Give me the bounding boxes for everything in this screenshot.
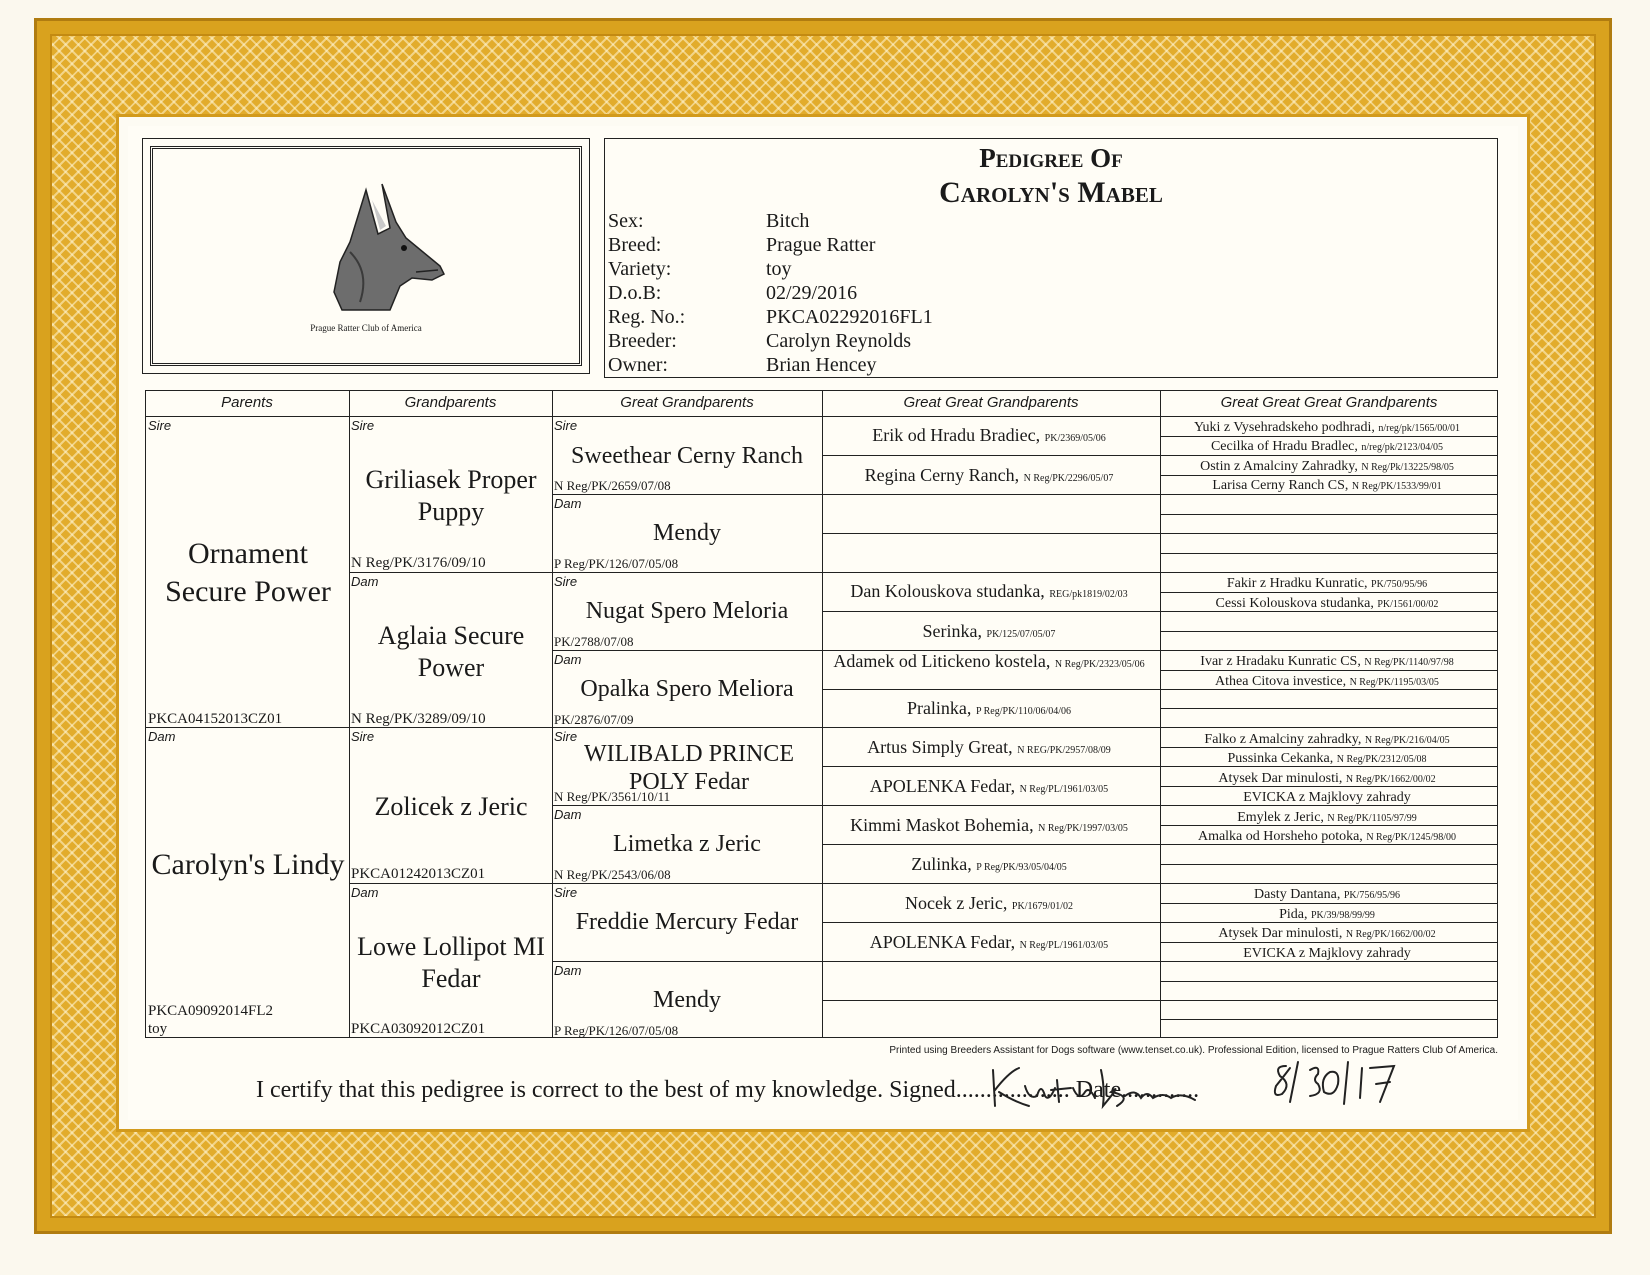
gg-grandparent-reg: N Reg/PK/1997/03/05 — [1038, 823, 1128, 834]
grandparent-role-label: Dam — [351, 885, 379, 900]
gg-grandparent-reg: PK/125/07/05/07 — [986, 629, 1056, 640]
gg-grandparent-reg: REG/pk1819/02/03 — [1049, 589, 1128, 600]
breed-value: Prague Ratter — [766, 234, 876, 256]
grid-divider — [1160, 631, 1498, 632]
ggg-grandparent-reg: N Reg/PK/2312/05/08 — [1336, 754, 1427, 765]
date-label: Date — [1075, 1077, 1122, 1103]
ggg-grandparent-name: Pussinka Cekanka, — [1227, 751, 1334, 766]
ggg-grandparent-entry — [1162, 790, 1492, 806]
gg-grandparent-reg: N Reg/PK/2296/05/07 — [1023, 473, 1114, 484]
great-grandparent-name: Sweethear Cerny Ranch — [571, 443, 803, 469]
ggg-grandparent-entry — [1162, 596, 1492, 612]
ggg-grandparent-name: Ivar z Hradaku Kunratic CS, — [1200, 654, 1361, 669]
gg-grandparent-entry — [824, 932, 1154, 953]
ggg-grandparent-name: Emylek z Jeric, — [1237, 810, 1324, 825]
great-grandparent-name: Mendy — [653, 520, 721, 546]
dam-name: Carolyn's Lindy — [151, 848, 345, 881]
great-grandparent-reg: N Reg/PK/2543/06/08 — [554, 867, 671, 882]
col-header-great-grandparents: Great Grandparents — [620, 394, 754, 411]
great-grandparent-name: Opalka Spero Meliora — [580, 676, 794, 702]
handwritten-date — [1268, 1058, 1418, 1106]
gg-grandparent-entry — [824, 425, 1154, 446]
grid-divider — [1160, 553, 1498, 554]
grid-divider — [822, 1000, 1498, 1001]
grandparent-name: Griliasek Proper Puppy — [365, 465, 537, 526]
ggg-grandparent-name: Ostin z Amalciny Zahradky, — [1200, 459, 1358, 474]
grandparent-name: Lowe Lollipot MI Fedar — [357, 932, 545, 993]
ggg-grandparent-entry — [1162, 732, 1492, 748]
gg-grandparent-name: Dan Kolouskova studanka, — [850, 581, 1045, 601]
gg-role-label: Dam — [554, 652, 582, 667]
gg-grandparent-name: Artus Simply Great, — [867, 737, 1013, 757]
ggg-grandparent-entry — [1162, 576, 1492, 592]
ggg-grandparent-name: Athea Citova investice, — [1215, 674, 1347, 689]
gg-grandparent-name: Kimmi Maskot Bohemia, — [850, 815, 1034, 835]
ggg-grandparent-name: Pida, — [1279, 907, 1308, 922]
ggg-grandparent-entry — [1162, 459, 1492, 475]
ggg-grandparent-entry — [1162, 439, 1492, 455]
ggg-grandparent-name: Amalka od Horsheho potoka, — [1197, 829, 1363, 844]
gg-grandparent-name: Serinka, — [922, 621, 983, 641]
ggg-grandparent-entry — [1162, 946, 1492, 962]
signature-dots: .................. — [961, 1077, 1070, 1103]
gg-grandparent-name: Pralinka, — [906, 698, 972, 718]
gg-grandparent-entry — [824, 621, 1154, 642]
grid-divider — [1160, 903, 1498, 904]
page-title: Pedigree Of — [979, 143, 1123, 173]
breeder-value: Carolyn Reynolds — [766, 330, 911, 352]
gg-role-label: Dam — [554, 496, 582, 511]
sire-reg: PKCA04152013CZ01 — [148, 711, 283, 727]
grid-divider — [552, 494, 1498, 495]
ggg-grandparent-name: Larisa Cerny Ranch CS, — [1212, 478, 1349, 493]
dog-name-title: Carolyn's Mabel — [939, 176, 1163, 209]
logo-caption: Prague Ratter Club of America — [310, 323, 422, 333]
ggg-grandparent-entry — [1162, 907, 1492, 923]
ggg-grandparent-reg: N Reg/PK/1245/98/00 — [1366, 832, 1457, 843]
variety-label: Variety: — [608, 258, 672, 280]
gg-grandparent-entry — [824, 854, 1154, 875]
grandparent-role-label: Sire — [351, 729, 375, 744]
gg-grandparent-reg: N Reg/PK/2323/05/06 — [1054, 659, 1145, 670]
dam-role-label: Dam — [148, 729, 176, 744]
great-grandparent-reg: P Reg/PK/126/07/05/08 — [554, 556, 679, 571]
ggg-grandparent-entry — [1162, 420, 1492, 436]
grid-divider — [349, 390, 350, 1038]
ggg-grandparent-reg: N Reg/PK/216/04/05 — [1364, 735, 1450, 746]
grid-divider — [145, 416, 1498, 417]
dam-reg: PKCA09092014FL2 — [148, 1003, 274, 1019]
grid-divider — [1160, 1019, 1498, 1020]
ggg-grandparent-name: Cecilka of Hradu Bradlec, — [1210, 439, 1358, 454]
grid-divider — [1160, 670, 1498, 671]
dam-variety: toy — [148, 1021, 168, 1037]
ggg-grandparent-reg: N Reg/PK/1105/97/99 — [1327, 813, 1417, 824]
great-grandparent-reg: PK/2876/07/09 — [554, 712, 634, 727]
great-grandparent-reg: P Reg/PK/126/07/05/08 — [554, 1023, 679, 1038]
sire-role-label: Sire — [148, 418, 172, 433]
great-grandparent-name: Nugat Spero Meloria — [585, 598, 789, 624]
grandparent-reg: PKCA01242013CZ01 — [351, 866, 486, 882]
gg-grandparent-name: Nocek z Jeric, — [904, 893, 1008, 913]
col-header-grandparents: Grandparents — [404, 394, 497, 411]
gg-grandparent-name: Zulinka, — [911, 854, 972, 874]
gg-grandparent-entry — [824, 698, 1154, 719]
gg-grandparent-name: Erik od Hradu Bradiec, — [872, 425, 1041, 445]
ggg-grandparent-entry — [1162, 829, 1492, 845]
great-grandparent-reg: N Reg/PK/3561/10/11 — [554, 789, 671, 804]
ggg-grandparent-reg: N Reg/PK/1533/99/01 — [1351, 481, 1442, 492]
owner-label: Owner: — [608, 354, 668, 376]
ggg-grandparent-name: Falko z Amalciny zahradky, — [1204, 732, 1362, 747]
great-grandparent-reg: N Reg/PK/2659/07/08 — [554, 478, 671, 493]
col-header-gg-grandparents: Great Great Grandparents — [903, 394, 1079, 411]
sex-value: Bitch — [766, 210, 810, 232]
grandparent-name: Aglaia Secure Power — [377, 621, 525, 682]
ggg-grandparent-reg: N Reg/PK/1662/00/02 — [1345, 774, 1436, 785]
gg-grandparent-entry — [824, 465, 1154, 486]
ggg-grandparent-entry — [1162, 771, 1492, 787]
grid-divider — [1160, 942, 1498, 943]
grid-divider — [1160, 592, 1498, 593]
great-grandparent-name: Limetka z Jeric — [613, 831, 761, 857]
great-grandparent-reg: PK/2788/07/08 — [554, 634, 634, 649]
dob-label: D.o.B: — [608, 282, 662, 304]
gg-role-label: Sire — [554, 729, 578, 744]
ggg-grandparent-entry — [1162, 478, 1492, 494]
sex-label: Sex: — [608, 210, 644, 232]
grandparent-role-label: Dam — [351, 574, 379, 589]
ggg-grandparent-reg: n/reg/pk/2123/04/05 — [1361, 442, 1444, 453]
certify-text: I certify that this pedigree is correct to the best of my knowledge. Signed. — [256, 1077, 962, 1103]
grid-divider — [822, 533, 1498, 534]
ggg-grandparent-entry — [1162, 751, 1492, 767]
grid-divider — [552, 390, 553, 1038]
grid-divider — [1160, 708, 1498, 709]
ggg-grandparent-name: Fakir z Hradku Kunratic, — [1226, 576, 1368, 591]
great-grandparent-name: Mendy — [653, 987, 721, 1013]
gg-role-label: Sire — [554, 885, 578, 900]
ggg-grandparent-name: Atysek Dar minulosti, — [1218, 771, 1343, 786]
gg-grandparent-reg: P Reg/PK/110/06/04/06 — [975, 706, 1072, 717]
great-grandparent-name: WILIBALD PRINCE POLY Fedar — [584, 741, 794, 795]
grid-divider — [349, 572, 1498, 573]
reg-label: Reg. No.: — [608, 306, 686, 328]
reg-value: PKCA02292016FL1 — [766, 306, 933, 328]
col-header-parents: Parents — [221, 394, 273, 411]
gg-role-label: Dam — [554, 963, 582, 978]
grid-divider — [1160, 864, 1498, 865]
ggg-grandparent-reg: N Reg/PK/1140/97/98 — [1364, 657, 1454, 668]
gg-grandparent-name: APOLENKA Fedar, — [869, 776, 1016, 796]
grandparent-reg: N Reg/PK/3289/09/10 — [351, 711, 486, 727]
header-box — [604, 138, 1498, 378]
col-header-ggg-grandparents: Great Great Great Grandparents — [1220, 394, 1438, 411]
ggg-grandparent-name: Yuki z Vysehradskeho podhradi, — [1193, 420, 1375, 435]
date-dots: ............. — [1121, 1077, 1200, 1103]
ggg-grandparent-reg: PK/1561/00/02 — [1377, 599, 1439, 610]
ggg-grandparent-reg: N Reg/PK/1662/00/02 — [1345, 929, 1436, 940]
grid-divider — [1160, 475, 1498, 476]
gg-grandparent-reg: P Reg/PK/93/05/04/05 — [976, 862, 1067, 873]
gg-grandparent-reg: N REG/PK/2957/08/09 — [1017, 745, 1111, 756]
gg-grandparent-entry — [824, 815, 1154, 836]
ggg-grandparent-name: EVICKA z Majklovy zahrady — [1243, 790, 1411, 805]
ggg-grandparent-entry — [1162, 654, 1492, 670]
gg-grandparent-entry — [824, 893, 1154, 914]
grandparent-reg: N Reg/PK/3176/09/10 — [351, 555, 486, 571]
grid-divider — [349, 883, 1498, 884]
gg-grandparent-name: Regina Cerny Ranch, — [864, 465, 1020, 485]
grid-divider — [822, 390, 823, 1038]
gg-grandparent-entry — [824, 653, 1154, 673]
dog-head-icon — [320, 182, 450, 312]
grandparent-role-label: Sire — [351, 418, 375, 433]
ggg-grandparent-entry — [1162, 926, 1492, 942]
gg-role-label: Sire — [554, 574, 578, 589]
grid-divider — [1160, 514, 1498, 515]
variety-value: toy — [766, 258, 792, 280]
ggg-grandparent-name: Dasty Dantana, — [1254, 887, 1341, 902]
gg-grandparent-entry — [824, 776, 1154, 797]
handwritten-signature — [985, 1062, 1205, 1112]
software-note: Printed using Breeders Assistant for Dogs software (www.tenset.co.uk). Professional Edition, licensed to Prague Ratters Club Of America. — [889, 1045, 1498, 1056]
gg-grandparent-reg: N Reg/PL/1961/03/05 — [1019, 940, 1109, 951]
ggg-grandparent-reg: n/reg/pk/1565/00/01 — [1378, 423, 1461, 434]
great-grandparent-name: Freddie Mercury Fedar — [575, 909, 799, 935]
ggg-grandparent-name: Atysek Dar minulosti, — [1218, 926, 1343, 941]
gg-role-label: Sire — [554, 418, 578, 433]
gg-grandparent-name: APOLENKA Fedar, — [869, 932, 1016, 952]
ggg-grandparent-name: Cessi Kolouskova studanka, — [1215, 596, 1374, 611]
gg-grandparent-name: Adamek od Litickeno kostela, — [833, 651, 1051, 671]
sire-name: Ornament Secure Power — [165, 537, 331, 608]
breeder-label: Breeder: — [608, 330, 677, 352]
grid-divider — [822, 455, 1498, 456]
grandparent-reg: PKCA03092012CZ01 — [351, 1021, 486, 1037]
gg-grandparent-reg: PK/2369/05/06 — [1044, 433, 1106, 444]
ggg-grandparent-reg: N Reg/PK/1195/03/05 — [1349, 677, 1439, 688]
dob-value: 02/29/2016 — [766, 282, 858, 304]
gg-grandparent-entry — [824, 581, 1154, 602]
gg-grandparent-reg: N Reg/PL/1961/03/05 — [1019, 784, 1109, 795]
ggg-grandparent-reg: N Reg/Pk/13225/98/05 — [1361, 462, 1454, 473]
ggg-grandparent-entry — [1162, 810, 1492, 826]
grid-divider — [1160, 981, 1498, 982]
gg-grandparent-entry — [824, 737, 1154, 758]
breed-label: Breed: — [608, 234, 662, 256]
ggg-grandparent-reg: PK/39/98/99/99 — [1310, 910, 1375, 921]
ggg-grandparent-name: EVICKA z Majklovy zahrady — [1243, 946, 1411, 961]
ggg-grandparent-reg: PK/750/95/96 — [1371, 579, 1428, 590]
ggg-grandparent-reg: PK/756/95/96 — [1343, 890, 1400, 901]
ggg-grandparent-entry — [1162, 887, 1492, 903]
grid-divider — [1160, 390, 1161, 1038]
grid-divider — [1160, 436, 1498, 437]
gg-grandparent-reg: PK/1679/01/02 — [1011, 901, 1074, 912]
owner-value: Brian Hencey — [766, 354, 877, 376]
grandparent-name: Zolicek z Jeric — [374, 792, 528, 821]
grid-divider — [145, 727, 1498, 728]
ggg-grandparent-entry — [1162, 674, 1492, 690]
gg-role-label: Dam — [554, 807, 582, 822]
